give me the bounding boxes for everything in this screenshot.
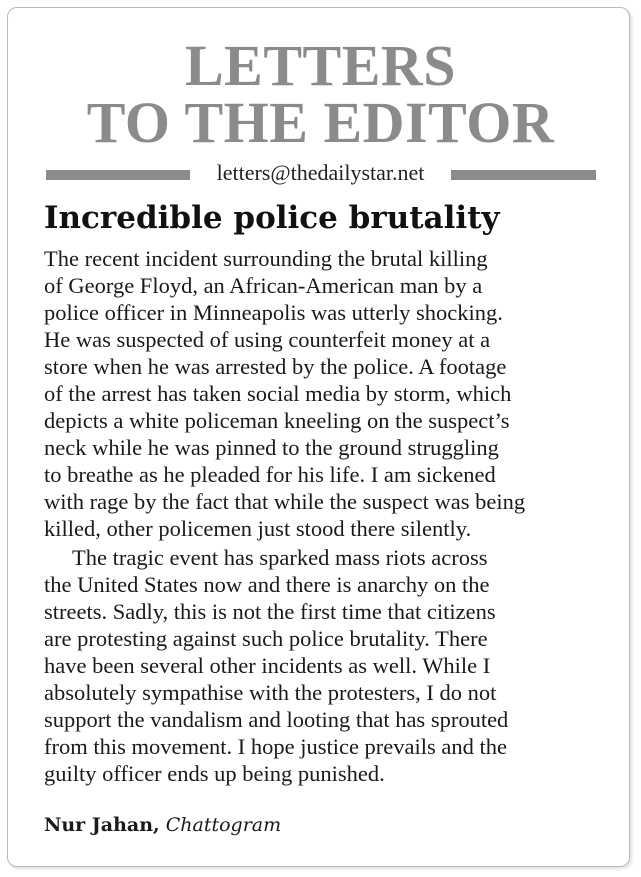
editor-email: letters@thedailystar.net bbox=[216, 160, 425, 185]
body-line: depicts a white policeman kneeling on the suspect’s bbox=[44, 408, 510, 433]
left-divider-bar bbox=[46, 170, 190, 180]
body-line: from this movement. I hope justice prevails and the bbox=[44, 734, 508, 759]
letter-signoff bbox=[44, 812, 281, 838]
body-line: The tragic event has sparked mass riots across bbox=[72, 545, 488, 570]
body-line: killed, other policemen just stood there silently. bbox=[44, 516, 472, 541]
body-line: the United States now and there is anarchy on the bbox=[44, 572, 490, 597]
masthead-title-line1: LETTERS bbox=[184, 33, 457, 98]
masthead-title-line2: TO THE EDITOR bbox=[86, 90, 555, 155]
body-line: of George Floyd, an African-American man by a bbox=[44, 273, 483, 298]
body-line: guilty officer ends up being punished. bbox=[44, 761, 385, 786]
body-line: to breathe as he pleaded for his life. I am sickened bbox=[44, 462, 496, 487]
body-line: have been several other incidents as well. While I bbox=[44, 653, 491, 678]
body-line: of the arrest has taken social media by storm, which bbox=[44, 381, 512, 406]
body-line: streets. Sadly, this is not the first time that citizens bbox=[44, 599, 496, 624]
author-location: Chattogram bbox=[165, 814, 282, 836]
body-line: store when he was arrested by the police. A footage bbox=[44, 354, 507, 379]
body-line: neck while he was pinned to the ground struggling bbox=[44, 435, 499, 460]
body-line: The recent incident surrounding the brutal killing bbox=[44, 246, 488, 271]
body-line: are protesting against such police brutality. There bbox=[44, 626, 488, 651]
letter-headline: Incredible police brutality bbox=[44, 200, 500, 236]
right-divider-bar bbox=[451, 170, 596, 180]
body-line: police officer in Minneapolis was utterly shocking. bbox=[44, 300, 503, 325]
body-line: with rage by the fact that while the suspect was being bbox=[44, 489, 526, 514]
body-line: absolutely sympathise with the protesters, I do not bbox=[44, 680, 497, 705]
author-name: Nur Jahan, bbox=[44, 814, 160, 836]
body-line: He was suspected of using counterfeit money at a bbox=[44, 327, 491, 352]
email-rule-row bbox=[46, 161, 596, 187]
body-line: support the vandalism and looting that has sprouted bbox=[44, 707, 509, 732]
